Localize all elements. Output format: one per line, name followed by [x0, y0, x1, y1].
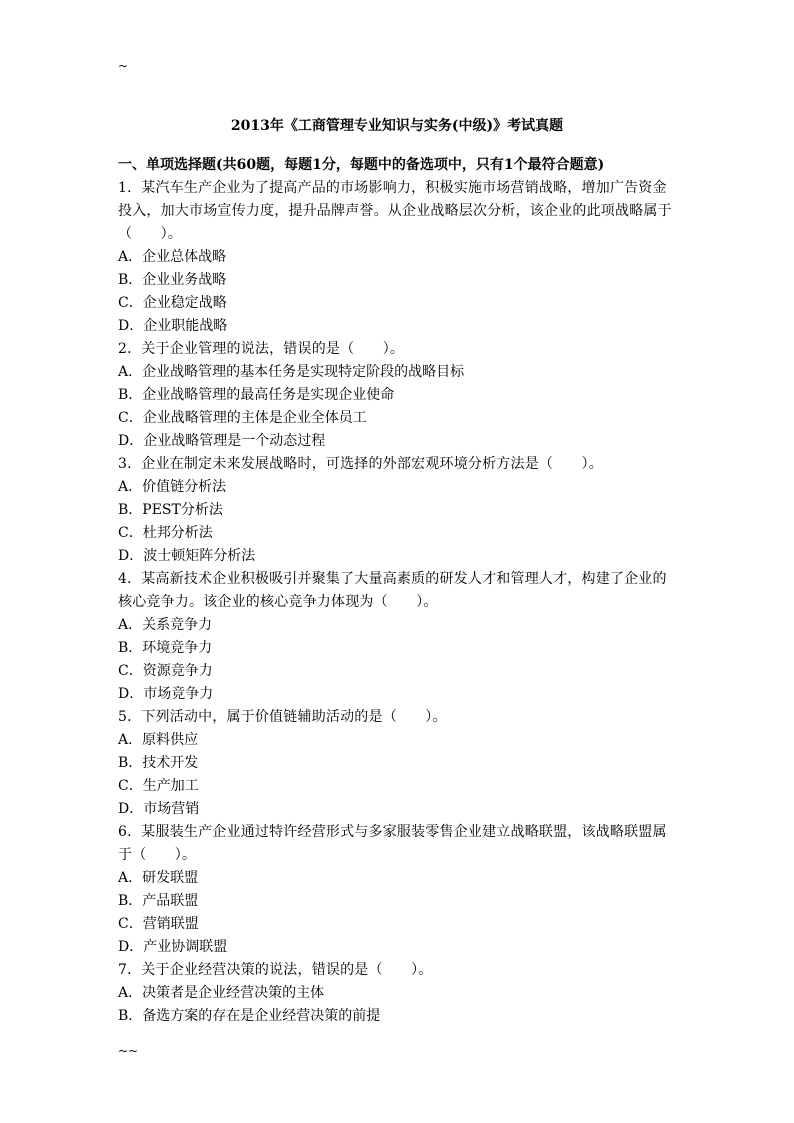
option-d: D．产业协调联盟 — [118, 939, 228, 955]
question-stem: 6．某服装生产企业通过特许经营形式与多家服装零售企业建立战略联盟，该战略联盟属于（ ）。 — [118, 824, 667, 863]
option-d: D．市场竞争力 — [118, 686, 214, 702]
option-b: B．环境竞争力 — [118, 640, 213, 656]
footer-mark: ~~ — [118, 1044, 139, 1058]
option-b: B．产品联盟 — [118, 893, 199, 909]
question-2 — [118, 338, 678, 453]
option-a: A．原料供应 — [118, 732, 199, 748]
question-stem: 3．企业在制定未来发展战略时，可选择的外部宏观环境分析方法是（ ）。 — [118, 456, 603, 472]
question-7 — [118, 959, 678, 1028]
option-c: C．杜邦分析法 — [118, 525, 213, 541]
option-d: D．企业职能战略 — [118, 318, 228, 334]
question-1 — [118, 177, 678, 338]
option-a: A．价值链分析法 — [118, 479, 227, 495]
option-c: C．营销联盟 — [118, 916, 199, 932]
option-c: C．企业稳定战略 — [118, 295, 227, 311]
option-b: B．技术开发 — [118, 755, 199, 771]
question-4 — [118, 568, 678, 706]
question-stem: 7．关于企业经营决策的说法，错误的是（ ）。 — [118, 962, 433, 978]
option-c: C．资源竞争力 — [118, 663, 213, 679]
option-b: B．PEST分析法 — [118, 502, 223, 518]
option-d: D．市场营销 — [118, 801, 200, 817]
option-a: A．关系竞争力 — [118, 617, 213, 633]
option-b: B．备选方案的存在是企业经营决策的前提 — [118, 1008, 381, 1024]
question-stem: 1．某汽车生产企业为了提高产品的市场影响力，积极实施市场营销战略，增加广告资金投入，加大市场宣传力度，提升品牌声誉。从企业战略层次分析，该企业的此项战略属于（ ）。 — [118, 180, 672, 242]
document-body — [118, 154, 678, 1028]
option-a: A．研发联盟 — [118, 870, 199, 886]
option-d: D．波士顿矩阵分析法 — [118, 548, 256, 564]
question-stem: 2．关于企业管理的说法，错误的是（ ）。 — [118, 341, 405, 357]
option-a: A．决策者是企业经营决策的主体 — [118, 985, 325, 1001]
question-3 — [118, 453, 678, 568]
option-a: A．企业战略管理的基本任务是实现特定阶段的战略目标 — [118, 364, 465, 380]
document-title: 2013年《工商管理专业知识与实务(中级)》考试真题 — [230, 118, 564, 134]
question-stem: 4．某高新技术企业积极吸引并聚集了大量高素质的研发人才和管理人才，构建了企业的核心竞争力。该企业的核心竞争力体现为（ ）。 — [118, 571, 667, 610]
option-a: A．企业总体战略 — [118, 249, 227, 265]
option-d: D．企业战略管理是一个动态过程 — [118, 433, 326, 449]
question-5 — [118, 706, 678, 821]
option-c: C．企业战略管理的主体是企业全体员工 — [118, 410, 367, 426]
header-mark: ~ — [118, 59, 129, 73]
option-b: B．企业业务战略 — [118, 272, 227, 288]
option-c: C．生产加工 — [118, 778, 199, 794]
option-b: B．企业战略管理的最高任务是实现企业使命 — [118, 387, 395, 403]
section-heading: 一、单项选择题(共60题，每题1分，每题中的备选项中，只有1个最符合题意) — [118, 157, 605, 173]
question-6 — [118, 821, 678, 959]
question-stem: 5．下列活动中，属于价值链辅助活动的是（ ）。 — [118, 709, 447, 725]
